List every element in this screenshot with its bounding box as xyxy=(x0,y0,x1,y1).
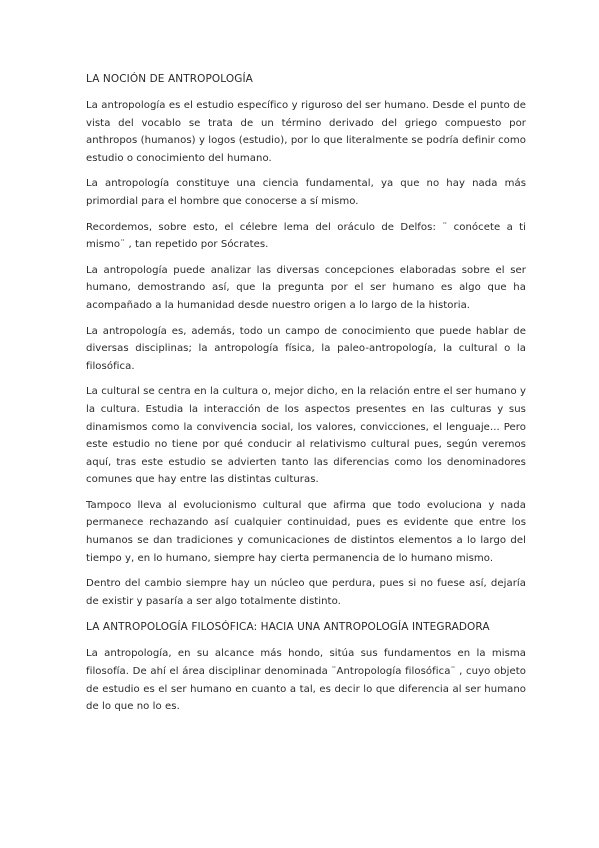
document-body xyxy=(86,70,526,724)
paragraph: La antropología, en su alcance más hondo, sitúa sus fundamentos en la misma filosofía. De ahí el área disciplinar denominada ¨Antropología filosófica¨ , cuyo objeto de estudio es el ser humano en cuanto a tal, es decir lo que diferencia al ser humano de lo que no lo es. xyxy=(86,648,526,713)
section-heading-antropologia: LA NOCIÓN DE ANTROPOLOGÍA xyxy=(86,73,253,85)
paragraph: Recordemos, sobre esto, el célebre lema del oráculo de Delfos: ¨ conócete a ti mismo¨ , tan repetido por Sócrates. xyxy=(86,221,526,251)
paragraph: La antropología puede analizar las diversas concepciones elaboradas sobre el ser humano, demostrando así, que la pregunta por el ser humano es algo que ha acompañado a la humanidad desde nuestro origen a lo largo de la historia. xyxy=(86,264,526,311)
paragraph: Tampoco lleva al evolucionismo cultural que afirma que todo evoluciona y nada permanece rechazando así cualquier continuidad, pues es evidente que entre los humanos se dan tradiciones y comunicaciones de distintos elementos a lo largo del tiempo y, en lo humano, siempre hay cierta permanencia de lo humano mismo. xyxy=(86,499,526,564)
paragraph: Dentro del cambio siempre hay un núcleo que perdura, pues si no fuese así, dejaría de existir y pasaría a ser algo totalmente distinto. xyxy=(86,578,526,607)
paragraph: La antropología constituye una ciencia fundamental, ya que no hay nada más primordial para el hombre que conocerse a sí mismo. xyxy=(86,178,526,207)
paragraph: La antropología es el estudio específico y riguroso del ser humano. Desde el punto de vista del vocablo se trata de un término derivado del griego compuesto por anthropos (humanos) y logos (estudio), por lo que literalmente se podría definir como estudio o conocimiento del humano. xyxy=(86,100,526,164)
paragraph: La cultural se centra en la cultura o, mejor dicho, en la relación entre el ser humano y la cultura. Estudia la interacción de los aspectos presentes en las culturas y sus dinamismos como la convivencia social, los valores, convicciones, el lenguaje... Pero este estudio no tiene por qué conducir al relativismo cultural pues, según veremos aquí, tras este estudio se advierten tanto las diferencias como los denominadores comunes que hay entre las distintas culturas. xyxy=(86,386,526,486)
paragraph: La antropología es, además, todo un campo de conocimiento que puede hablar de diversas disciplinas; la antropología física, la paleo-antropología, la cultural o la filosófica. xyxy=(86,325,526,372)
section-heading-antropologia-filosofica: LA ANTROPOLOGÍA FILOSÓFICA: HACIA UNA ANTROPOLOGÍA INTEGRADORA xyxy=(86,621,490,634)
